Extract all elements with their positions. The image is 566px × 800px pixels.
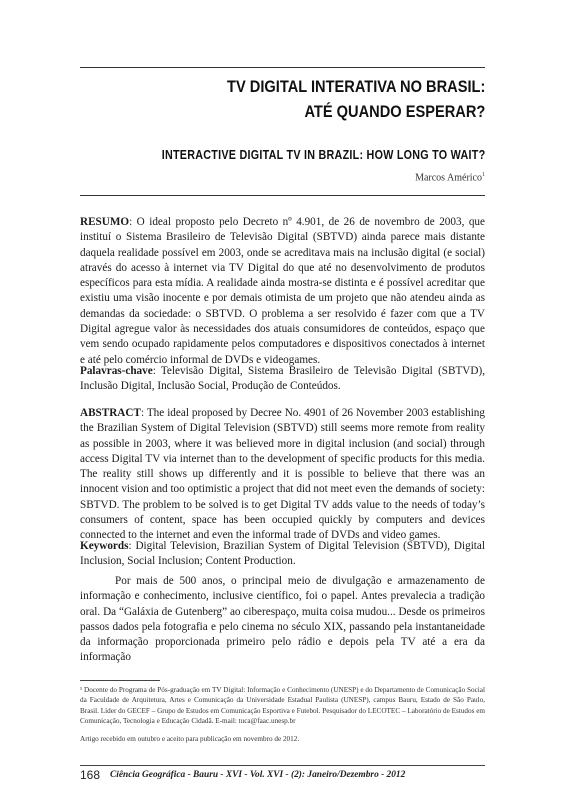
footer-rule <box>80 765 485 766</box>
footnote-rule <box>80 680 160 681</box>
footnote-received: Artigo recebido em outubro e aceito para publicação em novembro de 2012. <box>80 735 300 743</box>
top-rule <box>80 67 485 68</box>
abstract-text: : The ideal proposed by Decree No. 4901 of 26 November 2003 establishing the Brazilian System of Digital Television (SBTVD) still seems more remote from reality as possible in 2003, where it was believed more in digital inclusion (and social) through access Digital TV via internet than to the development of specific products for this media. The reality still shows up differently and it is possible to believe that there was an innocent vision and too optimistic a project that did not meet even the demands of society: SBTVD. The problem to be solved is to get Digital TV adds value to the needs of today’s consumers of content, space has been occupied quickly by computers and devices connected to the internet and even the informal trade of DVDs and video games. <box>80 407 485 542</box>
english-subtitle: INTERACTIVE DIGITAL TV IN BRAZIL: HOW LONG TO WAIT? <box>161 148 485 162</box>
keywords-label: Keywords <box>80 540 129 552</box>
resumo-paragraph <box>80 215 485 368</box>
author-name <box>415 172 485 183</box>
title-line-1: TV DIGITAL INTERATIVA NO BRASIL: <box>226 77 485 96</box>
footnote-1: ¹ Docente do Programa de Pós-graduação em TV Digital: Informação e Conhecimento (UNESP) e do Departamento de Comunicação Social da Faculdade de Arquitetura, Artes e Comunicação da Universidade Estadual Paulista (UNESP), campus Bauru, Estado de São Paulo, Brasil. Líder do GECEF – Grupo de Estudos em Comunicação Esportiva e Futebol. Pesquisador do LECOTEC – Laboratório de Estudos em Comunicação, Tecnologia e Educação Cidadã. E-mail: tuca@faac.unesp.br <box>80 686 485 726</box>
resumo-text: : O ideal proposto pelo Decreto nº 4.901, de 26 de novembro de 2003, que instituí o Sistema Brasileiro de Televisão Digital (SBTVD) ainda parece mais distante daquela realidade possível em 2003, onde se acreditava mais na inclusão digital (e social) através do acesso à internet via TV Digital do que até no desenvolvimento de produtos específicos para esta mídia. A realidade ainda mostra-se distinta e é possível acreditar que existiu uma visão inocente e por demais otimista de um projeto que não atendeu ainda as demandas da sociedade: o SBTVD. O problema a ser resolvido é fazer com que a TV Digital agregue valor às necessidades dos atuais consumidores de conteúdos, espaço que vem sendo ocupado rapidamente pelos computadores e dispositivos conectados à internet e até pelo comércio informal de DVDs e videogames. <box>80 216 485 366</box>
author-text: Marcos Américo <box>415 172 482 184</box>
keywords-paragraph <box>80 539 485 570</box>
abstract-paragraph <box>80 406 485 544</box>
palavras-chave-text: : Televisão Digital, Sistema Brasileiro de Televisão Digital (SBTVD), Inclusão Digital, Inclusão Social, Produção de Conteúdos. <box>80 365 485 393</box>
keywords-text: : Digital Television, Brazilian System of Digital Television (SBTVD), Digital Inclusion, Social Inclusion; Content Production. <box>80 540 485 568</box>
palavras-chave-label: Palavras-chave <box>80 365 153 377</box>
resumo-label: RESUMO <box>80 216 130 228</box>
page-number: 168 <box>80 768 101 782</box>
body-paragraph: Por mais de 500 anos, o principal meio de divulgação e armazenamento de informação e conhecimento, inclusive científico, foi o papel. Antes prevalecia a tradição oral. Da “Galáxia de Gutenberg” ao ciberespaço, muita coisa mudou... Desde os primeiros passos dados pela fotografia e pelo cinema no século XIX, passando pela instantaneidade da informação proporcionada primeiro pelo rádio e depois pela TV até a era da informação <box>80 575 485 664</box>
palavras-chave-paragraph <box>80 364 485 395</box>
abstract-label: ABSTRACT <box>80 407 141 419</box>
author-footnote-mark: 1 <box>482 172 485 178</box>
journal-citation: Ciência Geográfica - Bauru - XVI - Vol. XVI - (2): Janeiro/Dezembro - 2012 <box>110 770 406 780</box>
title-line-2: ATÉ QUANDO ESPERAR? <box>304 102 485 121</box>
header-bottom-rule <box>80 195 485 196</box>
